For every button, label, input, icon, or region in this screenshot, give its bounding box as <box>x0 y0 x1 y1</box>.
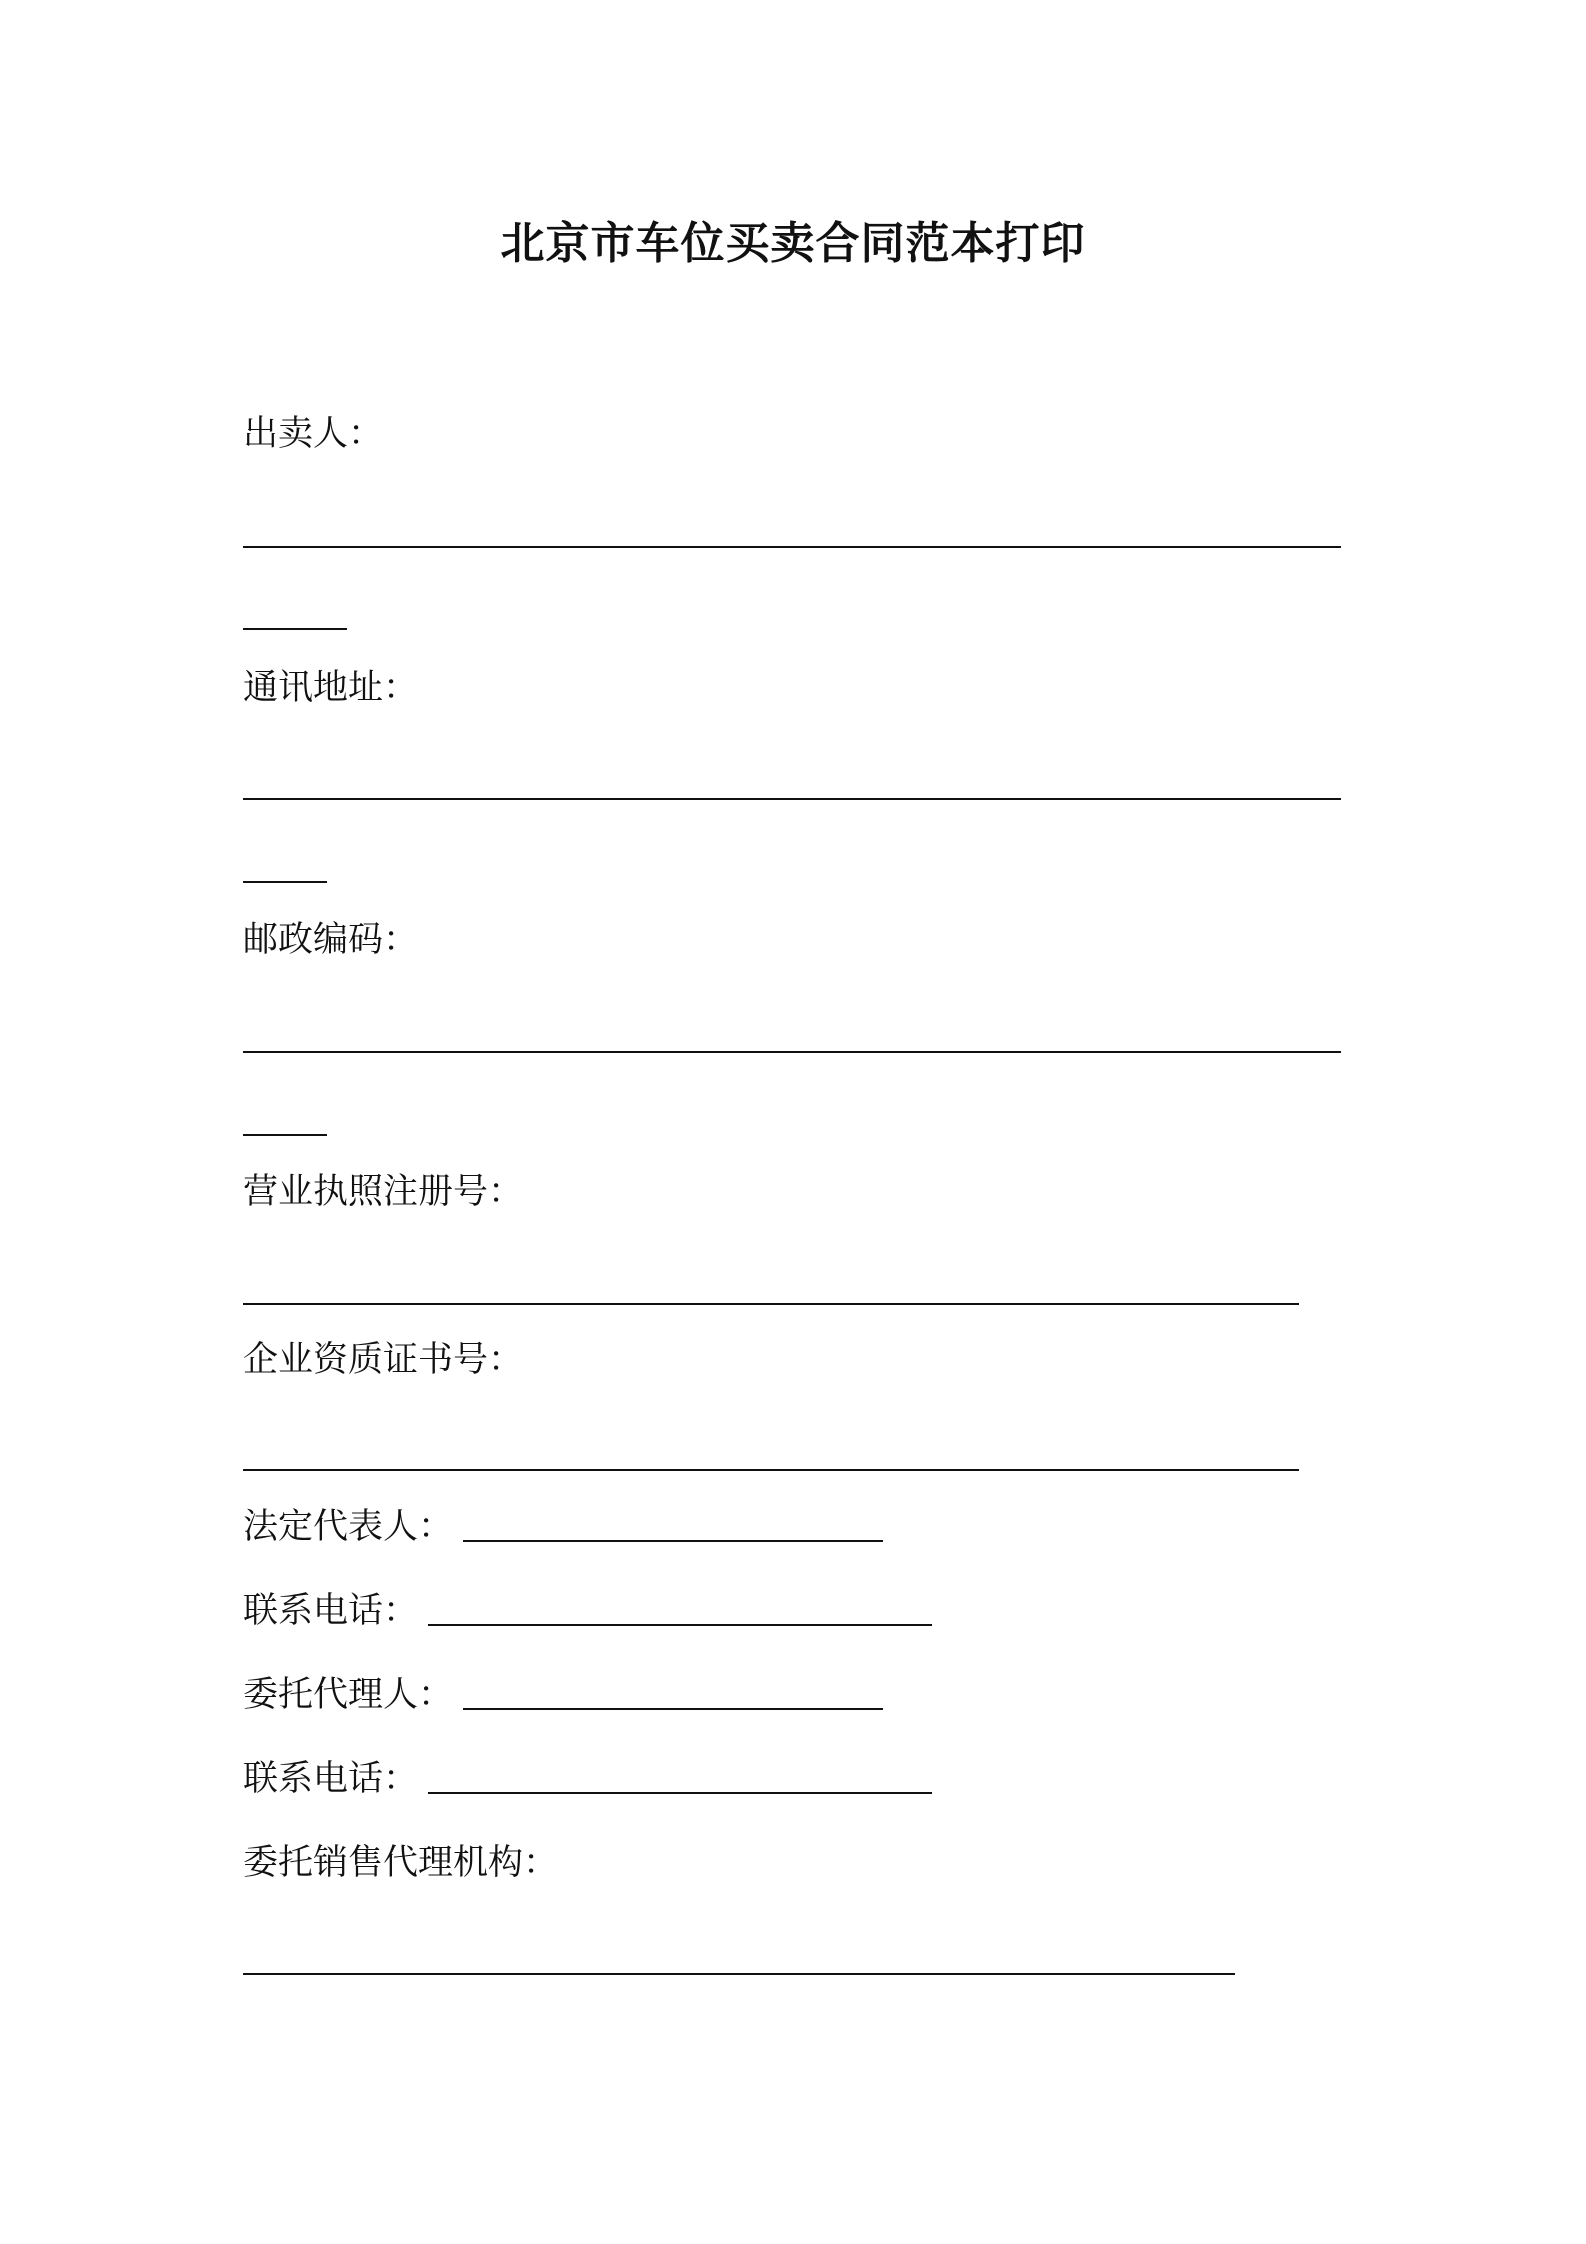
address-label: 通讯地址： <box>243 668 419 708</box>
postal-code-label: 邮政编码： <box>243 920 419 960</box>
postal-code-blank-line-2[interactable] <box>243 1134 327 1136</box>
sales-agency-blank-line[interactable] <box>243 1973 1235 1975</box>
legal-rep-label: 法定代表人： <box>243 1507 454 1547</box>
document-title: 北京市车位买卖合同范本打印 <box>500 218 1086 269</box>
phone-1-label: 联系电话： <box>243 1591 419 1631</box>
phone-1-blank-line[interactable] <box>428 1594 932 1626</box>
qualification-cert-blank-line[interactable] <box>243 1469 1299 1471</box>
legal-rep-row <box>243 1503 883 1551</box>
agent-blank-line[interactable] <box>463 1678 883 1710</box>
address-blank-line-2[interactable] <box>243 881 327 883</box>
postal-code-blank-line-1[interactable] <box>243 1051 1341 1053</box>
phone-2-label: 联系电话： <box>243 1759 419 1799</box>
agent-row <box>243 1671 883 1719</box>
agent-label: 委托代理人： <box>243 1675 454 1715</box>
phone-2-row <box>243 1755 932 1803</box>
qualification-cert-label: 企业资质证书号： <box>243 1340 524 1380</box>
phone-1-row <box>243 1587 932 1635</box>
seller-label: 出卖人： <box>243 414 384 454</box>
business-license-blank-line[interactable] <box>243 1303 1299 1305</box>
seller-blank-line-1[interactable] <box>243 546 1341 548</box>
sales-agency-label: 委托销售代理机构： <box>243 1843 559 1883</box>
seller-blank-line-2[interactable] <box>243 628 347 630</box>
address-blank-line-1[interactable] <box>243 798 1341 800</box>
phone-2-blank-line[interactable] <box>428 1762 932 1794</box>
legal-rep-blank-line[interactable] <box>463 1510 883 1542</box>
business-license-label: 营业执照注册号： <box>243 1172 524 1212</box>
